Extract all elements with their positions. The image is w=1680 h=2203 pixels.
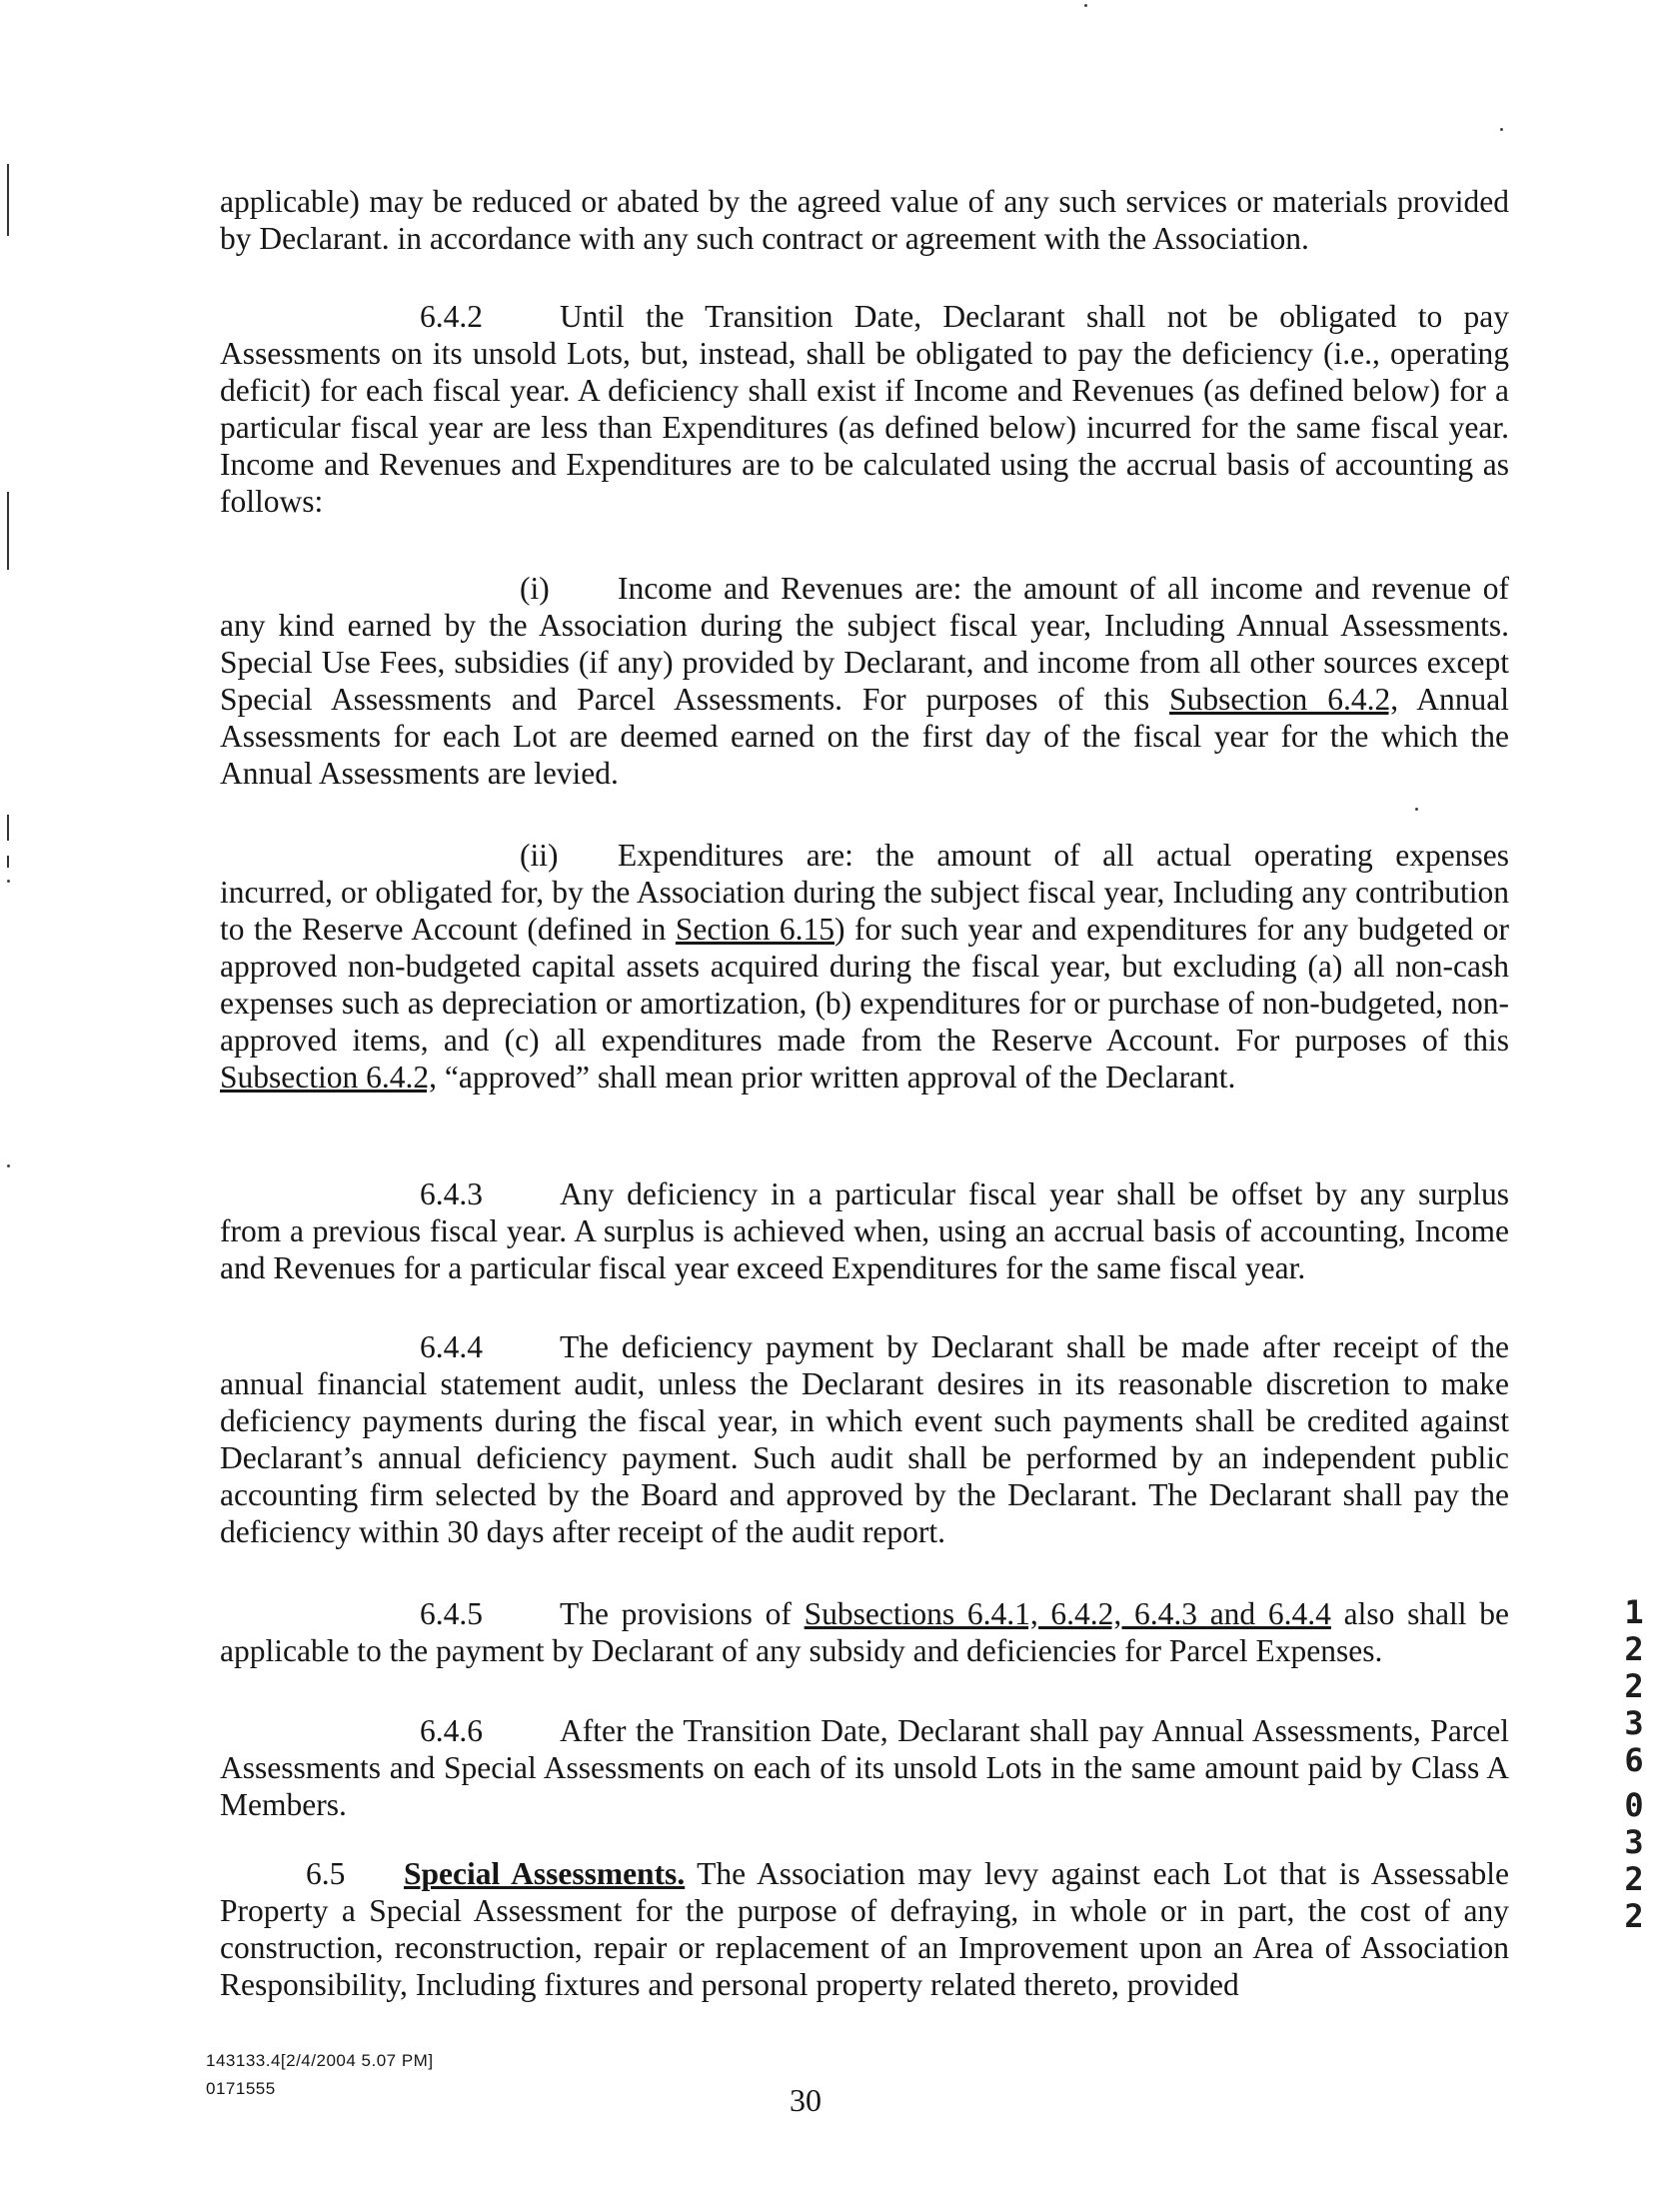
section-number: 6.4.6 [420,1713,483,1748]
recording-stamp-top [1614,1594,1654,1779]
scan-speck [1500,128,1503,131]
clause-ii [220,837,1509,1096]
footer-document-reference: 143133.4[2/4/2004 5.07 PM] [206,2051,434,2070]
paragraph-text: The deficiency payment by Declarant shall be made after receipt of the annual financial statement audit, unless the Declarant desires in its reasonable discretion to make deficiency payments during the fiscal year, in which event such payments shall be credited against Declarant’s annual deficiency payment. Such audit shall be performed by an independent public accounting firm selected by the Board and approved by the Declarant. The Declarant shall pay the deficiency within 30 days after receipt of the audit report. [220,1329,1509,1549]
paragraph-text: ) for such year and expenditures for any budgeted or approved non-budgeted capital assets acquired during the fiscal year, but excluding (a) all non-cash expenses such as depreciation or amortization, (b) expenditures for or purchase of non-budgeted, non-approved items, and (c) all expenditures made from the Reserve Account. For purposes of this [220,912,1509,1058]
continuation-paragraph [220,183,1509,257]
section-6-4-4 [220,1328,1509,1550]
section-number: 6.4.3 [420,1176,483,1211]
scan-speck [7,1164,10,1167]
section-number: 6.4.4 [420,1329,483,1364]
paragraph-text: Annual Assessments for each Lot are deemed earned on the first day of the fiscal year for the which the Annual Assessments are levied. [220,682,1510,791]
section-number: 6.4.2 [420,299,483,334]
section-heading: Special Assessments. [404,1856,686,1891]
recording-stamp-bottom [1614,1787,1654,1935]
section-number: 6.4.5 [420,1596,483,1631]
section-6-4-2 [220,298,1509,520]
stamp-digit: 1 [1624,1593,1644,1631]
paragraph-text: also shall be applicable to the payment by Declarant of any subsidy and deficiencies for Parcel Expenses. [220,1596,1510,1668]
scan-speck [1415,808,1418,811]
scan-margin-mark [7,856,9,868]
cross-reference: Subsection 6.4.2, [1169,682,1399,717]
paragraph-text: The Association may levy against each Lot that is Assessable Property a Special Assessment for the purpose of defraying, in whole or in part, the cost of any construction, reconstruction, repair or replacement of an Improvement upon an Area of Association Responsibility, Including fixtures and personal property related thereto, provided [220,1856,1509,2002]
scan-margin-mark [7,815,9,841]
section-6-4-5 [220,1595,1509,1669]
scan-speck [7,880,10,883]
paragraph-text: Income and Revenues are: the amount of all income and revenue of any kind earned by the Association during the subject fiscal year, Including Annual Assessments. Special Use Fees, subsidies (if any) provided by Declarant, and income from all other sources except Special Assessments and Parcel Assessments. For purposes of this [220,571,1509,717]
clause-i [220,570,1509,792]
paragraph-text: The provisions of [560,1596,805,1631]
paragraph-text: “approved” shall mean prior written approval of the Declarant. [437,1060,1236,1095]
stamp-digit: 0 [1624,1786,1644,1824]
section-6-4-6 [220,1712,1509,1823]
cross-reference: Subsections 6.4.1, 6.4.2, 6.4.3 and 6.4.4 [804,1596,1331,1631]
section-6-5 [220,1855,1509,2003]
stamp-digit: 2 [1624,1860,1644,1898]
paragraph-text: After the Transition Date, Declarant shall pay Annual Assessments, Parcel Assessments and Special Assessments on each of its unsold Lots in the same amount paid by Class A Members. [220,1713,1509,1822]
stamp-digit: 3 [1624,1823,1644,1861]
section-6-4-3 [220,1175,1509,1286]
cross-reference: Section 6.15 [675,912,835,947]
clause-number: (i) [520,571,550,606]
page-number: 30 [790,2082,822,2118]
scan-margin-mark [7,164,9,236]
stamp-digit: 3 [1624,1704,1644,1742]
scan-speck [1084,4,1087,7]
scan-margin-mark [7,492,9,570]
paragraph-text: Any deficiency in a particular fiscal year shall be offset by any surplus from a previous fiscal year. A surplus is achieved when, using an accrual basis of accounting, Income and Revenues for a particular fiscal year exceed Expenditures for the same fiscal year. [220,1176,1509,1285]
stamp-digit: 6 [1624,1741,1644,1779]
stamp-digit: 2 [1624,1630,1644,1668]
paragraph-text: Until the Transition Date, Declarant shall not be obligated to pay Assessments on its unsold Lots, but, instead, shall be obligated to pay the deficiency (i.e., operating deficit) for each fiscal year. A deficiency shall exist if Income and Revenues (as defined below) for a particular fiscal year are less than Expenditures (as defined below) incurred for the same fiscal year. Income and Revenues and Expenditures are to be calculated using the accrual basis of accounting as follows: [220,299,1509,519]
stamp-digit: 2 [1624,1897,1644,1935]
cross-reference: Subsection 6.4.2, [220,1060,437,1095]
section-number: 6.5 [306,1856,346,1891]
paragraph-text: applicable) may be reduced or abated by the agreed value of any such services or materials provided by Declarant. in accordance with any such contract or agreement with the Association. [220,184,1509,256]
stamp-digit: 2 [1624,1667,1644,1705]
paragraph-text: Expenditures are: the amount of all actual operating expenses incurred, or obligated for, by the Association during the subject fiscal year, Including any contribution to the Reserve Account (defined in [220,838,1509,947]
clause-number: (ii) [520,838,559,873]
footer-document-code: 0171555 [206,2079,276,2098]
